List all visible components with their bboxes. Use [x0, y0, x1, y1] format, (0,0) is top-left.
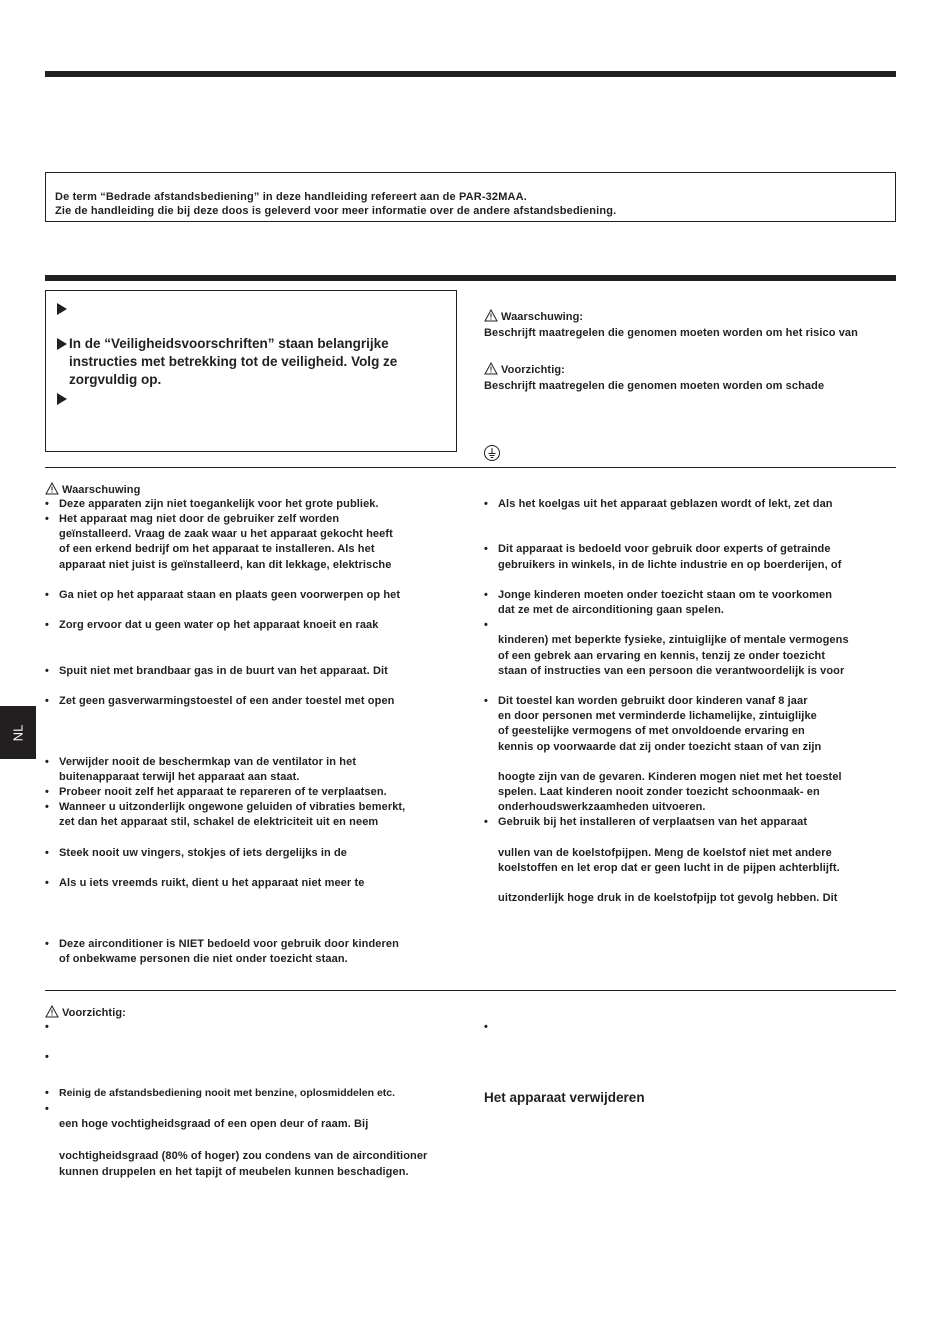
warning-triangle-icon — [45, 482, 59, 495]
bullet: • — [45, 786, 49, 798]
warning-triangle-icon — [484, 309, 498, 322]
bullet: • — [45, 801, 49, 813]
top-rule — [45, 71, 896, 77]
warning-right-line: of geestelijke vermogens of met onvoldoende ervaring en — [498, 725, 805, 737]
play-arrow-icon — [57, 338, 67, 350]
intro-box — [45, 290, 457, 452]
bullet: • — [45, 756, 49, 768]
notice-line-1: De term “Bedrade afstandsbediening” in deze handleiding refereert aan de PAR-32MAA. — [55, 191, 527, 203]
warning-right-line: vullen van de koelstofpijpen. Meng de koelstof niet met andere — [498, 847, 832, 859]
warning-left-line: Het apparaat mag niet door de gebruiker zelf worden — [59, 513, 340, 525]
warning-right-line: Als het koelgas uit het apparaat geblazen wordt of lekt, zet dan — [498, 498, 833, 510]
warning-left-line: geïnstalleerd. Vraag de zaak waar u het apparaat gekocht heeft — [59, 528, 393, 540]
warning-triangle-icon — [45, 1005, 59, 1018]
warning-left-line: of onbekwame personen die niet onder toezicht staan. — [59, 953, 348, 965]
play-arrow-icon — [57, 303, 67, 315]
warning-symbol-desc: Beschrijft maatregelen die genomen moeten worden om het risico van — [484, 327, 858, 339]
caution-symbol-desc: Beschrijft maatregelen die genomen moeten worden om schade — [484, 380, 825, 392]
warning-left-line: Zorg ervoor dat u geen water op het apparaat knoeit en raak — [59, 619, 379, 631]
warning-right-line: Gebruik bij het installeren of verplaatsen van het apparaat — [498, 816, 808, 828]
warning-right-line: Dit toestel kan worden gebruikt door kinderen vanaf 8 jaar — [498, 695, 808, 707]
bullet: • — [484, 619, 488, 631]
warning-right-line: hoogte zijn van de gevaren. Kinderen mogen niet met het toestel — [498, 771, 842, 783]
warning-left-line: of een erkend bedrijf om het apparaat te installeren. Als het — [59, 543, 375, 555]
language-tab-label: NL — [10, 724, 26, 741]
warning-left-line: Steek nooit uw vingers, stokjes of iets dergelijks in de — [59, 847, 348, 859]
warning-right-line: Dit apparaat is bedoeld voor gebruik door experts of getrainde — [498, 543, 831, 555]
caution-section-title: Voorzichtig: — [45, 1005, 126, 1021]
warning-right-line: kinderen) met beperkte fysieke, zintuiglijke of mentale vermogens — [498, 634, 849, 646]
warning-left-line: Spuit niet met brandbaar gas in de buurt van het apparaat. Dit — [59, 665, 388, 677]
warning-right-line: koelstoffen en let erop dat er geen lucht in de pijpen achterblijft. — [498, 862, 840, 874]
caution-left-line: kunnen druppelen en het tapijt of meubelen kunnen beschadigen. — [59, 1166, 409, 1178]
warning-left-line: Verwijder nooit de beschermkap van de ventilator in het — [59, 756, 357, 768]
caution-left-line: Reinig de afstandsbediening nooit met benzine, oplosmiddelen etc. — [59, 1087, 396, 1099]
bullet: • — [45, 1051, 49, 1063]
warning-right-line: uitzonderlijk hoge druk in de koelstofpijp tot gevolg hebben. Dit — [498, 892, 838, 904]
bullet: • — [45, 877, 49, 889]
warning-left-line: Wanneer u uitzonderlijk ongewone geluiden of vibraties bemerkt, — [59, 801, 406, 813]
warning-left-line: zet dan het apparaat stil, schakel de elektriciteit uit en neem — [59, 816, 379, 828]
warning-left-line: apparaat niet juist is geïnstalleerd, kan dit lekkage, elektrische — [59, 559, 392, 571]
warning-right-line: onderhoudswerkzaamheden uitvoeren. — [498, 801, 706, 813]
bullet: • — [484, 589, 488, 601]
bullet: • — [45, 665, 49, 677]
warning-left-line: Deze airconditioner is NIET bedoeld voor gebruik door kinderen — [59, 938, 399, 950]
warning-right-line: spelen. Laat kinderen nooit zonder toezicht schoonmaak- en — [498, 786, 820, 798]
intro-text: In de “Veiligheidsvoorschriften” staan belangrijke instructies met betrekking tot de veiligheid. Volg ze zorgvuldig op. — [69, 336, 398, 387]
bullet: • — [484, 695, 488, 707]
warning-right-line: of een gebrek aan ervaring en kennis, tenzij ze onder toezicht — [498, 650, 826, 662]
warning-left-line: Ga niet op het apparaat staan en plaats geen voorwerpen op het — [59, 589, 401, 601]
warning-left-line: Zet geen gasverwarmingstoestel of een ander toestel met open — [59, 695, 395, 707]
caution-left-line: vochtigheidsgraad (80% of hoger) zou condens van de airconditioner — [59, 1150, 428, 1162]
warning-section-title: Waarschuwing — [45, 482, 140, 498]
bullet: • — [45, 1103, 49, 1115]
bullet: • — [45, 847, 49, 859]
earth-ground-icon — [484, 445, 500, 461]
warning-left-line: buitenapparaat terwijl het apparaat aan staat. — [59, 771, 300, 783]
bullet: • — [484, 543, 488, 555]
caution-symbol-label: Voorzichtig: — [484, 362, 565, 378]
bullet: • — [45, 619, 49, 631]
warning-right-line: staan of instructies van een persoon die verantwoordelijk is voor — [498, 665, 845, 677]
warning-right-line: Jonge kinderen moeten onder toezicht staan om te voorkomen — [498, 589, 833, 601]
bullet: • — [45, 589, 49, 601]
bullet: • — [484, 816, 488, 828]
language-tab — [0, 706, 36, 759]
warning-right-line: en door personen met verminderde lichamelijke, zintuiglijke — [498, 710, 817, 722]
warning-triangle-icon — [484, 362, 498, 375]
caution-left-line: een hoge vochtigheidsgraad of een open deur of raam. Bij — [59, 1118, 369, 1130]
divider — [45, 467, 896, 468]
warning-symbol-label: Waarschuwing: — [484, 309, 583, 325]
bullet: • — [45, 938, 49, 950]
section-rule — [45, 275, 896, 281]
warning-right-line: gebruikers in winkels, in de lichte industrie en op boerderijen, of — [498, 559, 842, 571]
bullet: • — [484, 498, 488, 510]
warning-left-line: Probeer nooit zelf het apparaat te repareren of te verplaatsen. — [59, 786, 387, 798]
notice-box — [45, 172, 896, 222]
warning-left-line: Deze apparaten zijn niet toegankelijk voor het grote publiek. — [59, 498, 379, 510]
warning-right-line: dat ze met de airconditioning gaan spelen. — [498, 604, 725, 616]
bullet: • — [45, 498, 49, 510]
bullet: • — [45, 1087, 49, 1099]
bullet: • — [45, 1021, 49, 1033]
bullet: • — [45, 695, 49, 707]
play-arrow-icon — [57, 393, 67, 405]
divider — [45, 990, 896, 991]
warning-left-line: Als u iets vreemds ruikt, dient u het apparaat niet meer te — [59, 877, 365, 889]
section-heading-remove: Het apparaat verwijderen — [484, 1090, 645, 1105]
bullet: • — [45, 513, 49, 525]
warning-right-line: kennis op voorwaarde dat zij onder toezicht staan of van zijn — [498, 741, 822, 753]
notice-line-2: Zie de handleiding die bij deze doos is geleverd voor meer informatie over de andere afstandsbediening. — [55, 205, 617, 217]
bullet: • — [484, 1021, 488, 1033]
